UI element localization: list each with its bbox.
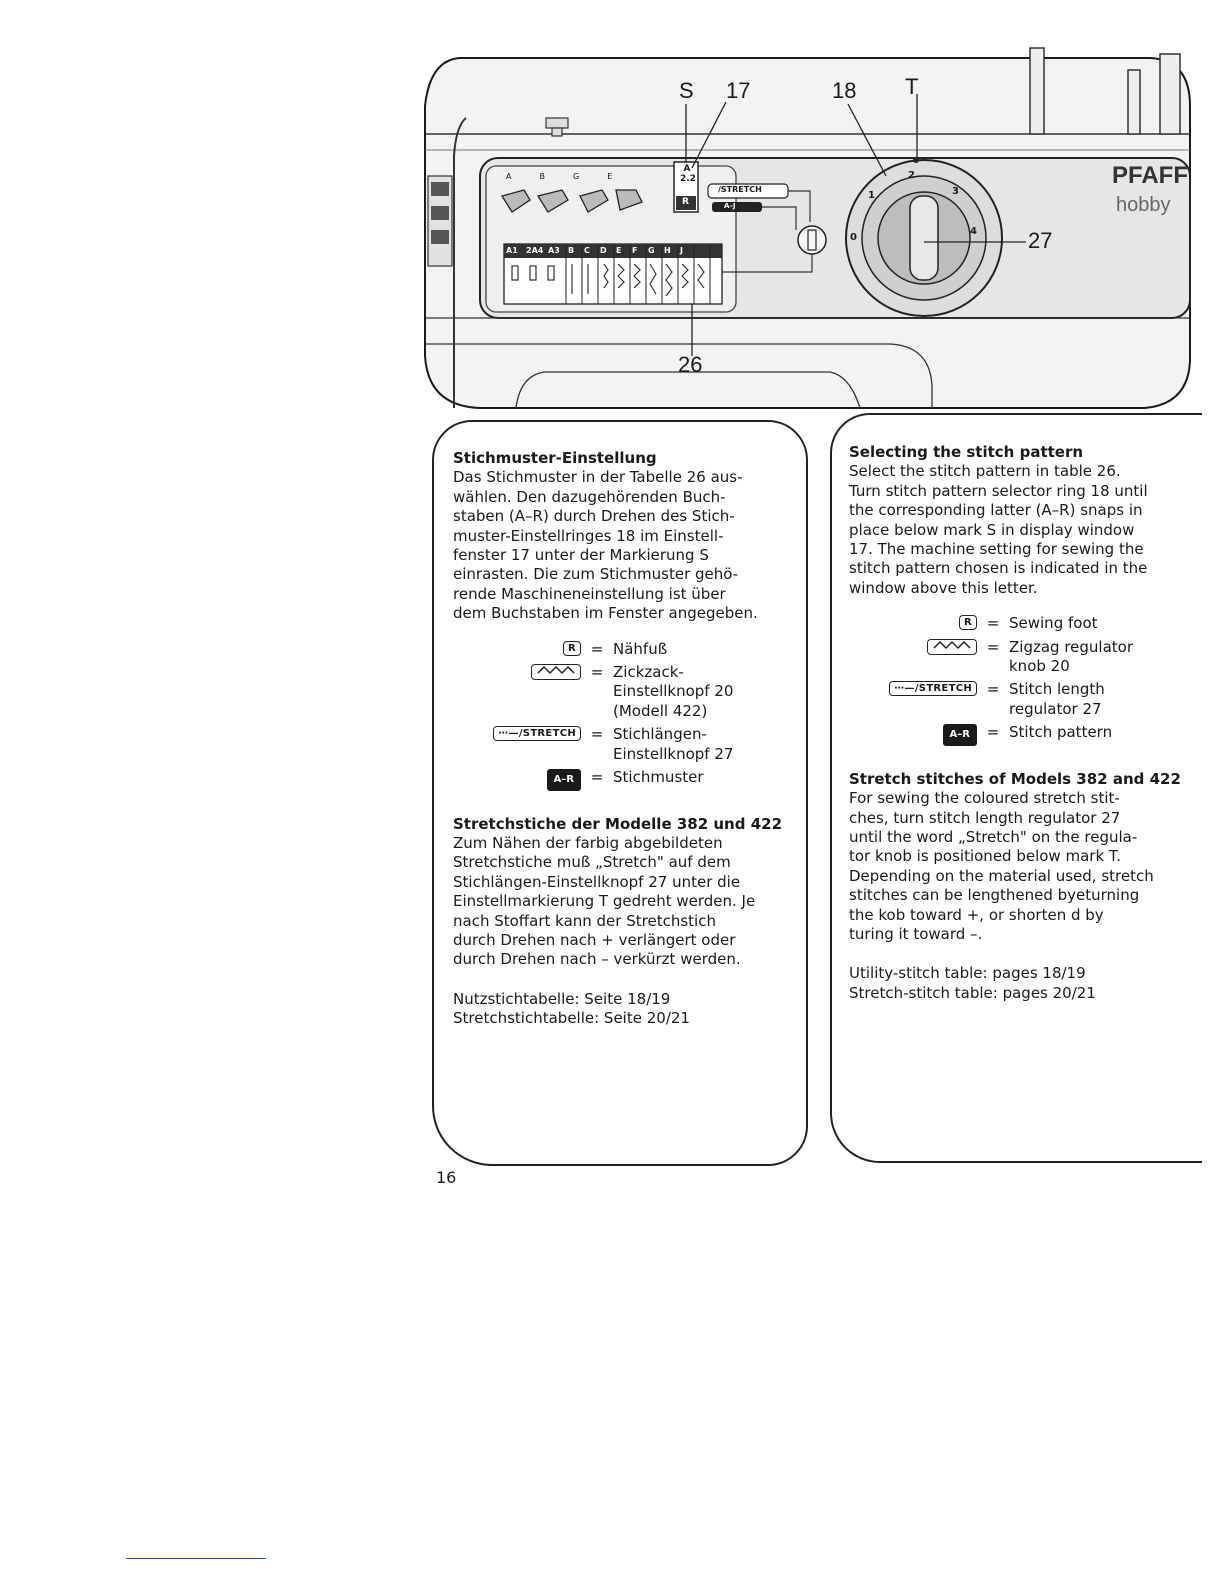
zigzag-icon [927,639,977,655]
english-table-references: Utility-stitch table: pages 18/19 Stretch-stitch table: pages 20/21 [849,964,1096,1002]
legend-text: Stichlängen- Einstellknopf 27 [613,725,734,763]
table-header: A3 [548,246,560,255]
german-intro: Das Stichmuster in der Tabelle 26 aus- wählen. Den dazugehörenden Buch- staben (A–R) durch Drehen des Stich- muster-Einstellringes 18 im Einstell- fenster 17 unter der Markierung S einrasten. Die zum Stichmuster gehö- rende Maschineneinstellung ist über dem Buchstaben im Fenster angegeben. [453,468,758,623]
stretch-symbol-label: /STRETCH [914,683,972,695]
window-bottom-letter: R [682,197,689,207]
table-header: 2A4 [526,246,544,255]
table-header-row [506,246,696,255]
brand-logo: PFAFF [1112,162,1188,189]
english-stretch-heading: Stretch stitches of Models 382 and 422 [849,769,1181,788]
stitch-length-icon: ⋯—/STRETCH [889,681,977,696]
foot-letter: A [506,172,512,181]
callout-17: 17 [726,78,751,103]
german-stretch-heading: Stretchstiche der Modelle 382 und 422 [453,814,783,833]
machine-front-panel-illustration [420,46,1192,412]
dial-number: 1 [868,190,875,201]
legend-row: A–R = Stichmuster [453,768,789,790]
legend-text: Nähfuß [613,639,668,658]
callout-18: 18 [832,78,857,103]
legend-text: Sewing foot [1009,614,1098,633]
stretch-symbol-label: /STRETCH [518,728,576,740]
legend-row: ⋯—/STRETCH = Stitch length regulator 27 [849,680,1185,719]
table-header: A1 [506,246,518,255]
callout-26: 26 [678,352,703,377]
legend-text: Zigzag regulator knob 20 [1009,637,1133,676]
callout-s: S [679,78,694,103]
table-header: E [616,246,622,255]
legend-text: Zickzack- Einstellknopf 20 (Modell 422) [613,663,734,720]
window-display [680,164,694,184]
table-header: B [568,246,575,255]
english-stretch-text: For sewing the coloured stretch stit- ches, turn stitch length regulator 27 until the word „Stretch" on the regula- tor knob is positioned below mark T. Depending on the material used, stretch stitches can be lengthened byeturning the kob toward +, or shorten d by turing it toward –. [849,789,1154,943]
sewing-foot-icon: R [563,641,581,656]
legend-row: R = Sewing foot [849,614,1185,633]
table-header: F [632,246,638,255]
figure-stretch-label: /STRETCH [718,185,762,194]
figure-pattern-badge: A–J [724,202,736,210]
legend-text: Stichmuster [613,768,704,787]
table-header: J [680,246,683,255]
english-intro: Select the stitch pattern in table 26. Turn stitch pattern selector ring 18 until the corresponding latter (A–R) snaps in place below mark S in display window 17. The machine setting for sewing the stitch pattern chosen is indicated in the window above this letter. [849,462,1148,597]
english-column [849,443,1185,1003]
table-header: G [648,246,655,255]
legend-text: Stitch length regulator 27 [1009,680,1105,718]
table-header: D [600,246,607,255]
dial-number: 2 [908,170,915,181]
german-table-references: Nutzstichtabelle: Seite 18/19 Stretchstichtabelle: Seite 20/21 [453,989,690,1028]
window-top-letter: A [683,164,691,174]
stitch-pattern-icon: A–R [547,769,581,790]
english-legend [849,614,1185,745]
legend-row: A–R = Stitch pattern [849,723,1185,745]
model-name: hobby [1116,194,1171,216]
page-number: 16 [436,1168,457,1187]
foot-letter: E [607,172,613,181]
german-column [453,449,789,1029]
machine-figure [420,46,1192,412]
dial-number: 4 [970,226,977,237]
legend-row: R = Nähfuß [453,640,789,659]
german-heading: Stichmuster-Einstellung [453,449,657,467]
legend-row: ⋯—/STRETCH = Stichlängen- Einstellknopf 27 [453,725,789,764]
foot-letters [506,172,612,181]
stitch-length-icon: ⋯—/STRETCH [493,726,581,741]
callout-t: T [905,74,919,99]
window-value: 2.2 [680,174,696,184]
zigzag-icon [531,664,581,680]
german-stretch-text: Zum Nähen der farbig abgebildeten Stretchstiche muß „Stretch" auf dem Stichlängen-Einstellknopf 27 unter die Einstellmarkierung T gedreht werden. Je nach Stoffart kann der Stretchstich durch Drehen nach + verlängert oder durch Drehen nach – verkürzt werden. [453,833,756,969]
table-header: C [584,246,590,255]
foot-letter: G [572,172,580,181]
dial-number: 3 [952,186,959,197]
table-header: H [664,246,671,255]
legend-row: = Zigzag regulator knob 20 [849,638,1185,677]
legend-text: Stitch pattern [1009,723,1113,742]
sewing-foot-icon: R [959,615,977,630]
stitch-pattern-icon: A–R [943,724,977,745]
footer-rule [126,1558,266,1559]
foot-letter: B [539,172,545,181]
legend-row: = Zickzack- Einstellknopf 20 (Modell 422) [453,663,789,721]
callout-27: 27 [1028,228,1053,253]
dial-number: 0 [850,232,857,243]
german-legend [453,640,789,791]
english-heading: Selecting the stitch pattern [849,443,1084,461]
